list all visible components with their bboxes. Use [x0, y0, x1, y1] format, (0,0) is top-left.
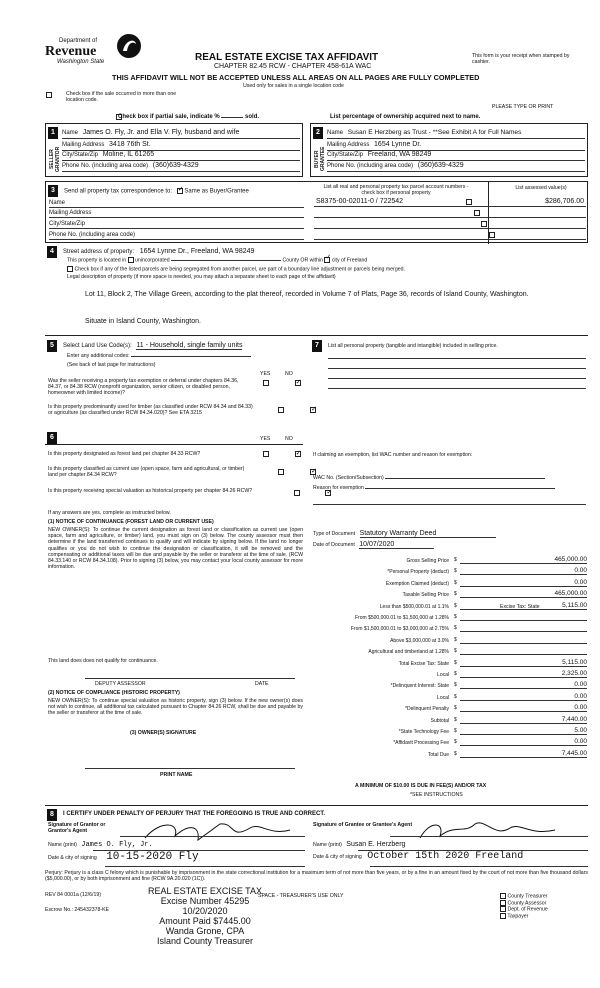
- sec6-if-yes: If any answers are yes, complete as instructed below.: [48, 510, 171, 516]
- personal-line-3[interactable]: [328, 378, 586, 379]
- calc-label: *Delinquent Penalty: [405, 706, 449, 713]
- section-5-number: 5: [47, 340, 57, 352]
- copy-label: Dept. of Revenue: [506, 906, 548, 913]
- calc-value[interactable]: [460, 647, 587, 655]
- logo-dept: Department of: [59, 38, 98, 44]
- calc-row: [312, 579, 589, 588]
- min-due-note: A MINIMUM OF $10.00 IS DUE IN FEE(S) AND/OR TAX: [355, 783, 487, 789]
- print-name-line[interactable]: [85, 768, 295, 769]
- calc-dollar: $: [454, 648, 457, 655]
- calc-label: *State Technology Fee: [398, 729, 449, 735]
- calc-dollar: $: [454, 705, 457, 712]
- personal-property-label: List all personal property (tangible and intangible) included in selling price.: [328, 343, 498, 349]
- sec6-q3-yes[interactable]: [294, 490, 300, 496]
- personal-line-2[interactable]: [328, 368, 586, 369]
- personal-line-4[interactable]: [328, 388, 586, 389]
- buyer-city-label: City/State/Zip: [327, 152, 364, 158]
- calc-dollar: $: [454, 557, 457, 563]
- seller-grantor-label: SELLER GRANTOR: [49, 146, 61, 172]
- located-row: [67, 257, 587, 264]
- deputy-date-label: DATE: [255, 681, 269, 687]
- calc-dollar: $: [454, 671, 457, 677]
- print-name-label: PRINT NAME: [160, 772, 193, 778]
- copy-item: [500, 906, 590, 913]
- calc-value[interactable]: 7,440.00: [460, 716, 587, 724]
- multi-location-checkbox[interactable]: [46, 92, 52, 98]
- revenue-logo: [45, 38, 145, 70]
- sec6-yes-header: YES: [260, 436, 271, 442]
- buyer-phone-row: [327, 162, 585, 172]
- partial-sale-text: Check box if partial sale, indicate %: [118, 114, 220, 120]
- grantor-sig-line: [120, 836, 305, 837]
- calc-row: [312, 636, 589, 645]
- certify-statement: I CERTIFY UNDER PENALTY OF PERJURY THAT THE FOREGOING IS TRUE AND CORRECT.: [63, 811, 326, 817]
- buyer-city-value[interactable]: Freeland, WA 98249: [367, 151, 432, 158]
- calc-value[interactable]: 5,115.00: [460, 602, 587, 610]
- section-4-property: [45, 246, 588, 336]
- calc-value[interactable]: 0.00: [460, 579, 587, 587]
- sec5-q1-yes[interactable]: [263, 380, 269, 386]
- copy-checkbox[interactable]: [500, 913, 506, 919]
- calc-row: [312, 659, 589, 668]
- corr-name-label: Name: [49, 200, 66, 206]
- calc-label: *Personal Property (deduct): [387, 569, 449, 576]
- calc-row: [312, 727, 589, 736]
- stamp-title: REAL ESTATE EXCISE TAX: [147, 886, 263, 896]
- grantor-date-line: [105, 866, 305, 867]
- corr-city-label: City/State/Zip: [49, 221, 86, 227]
- calc-row: [312, 704, 589, 713]
- calc-value[interactable]: 0.00: [460, 704, 587, 712]
- buyer-phone-label: Phone No. (including area code): [327, 163, 414, 169]
- calc-label: Less than $500,000.01 at 1.1%: [379, 603, 449, 610]
- parcel-2-personal-checkbox[interactable]: [474, 210, 480, 216]
- sec6-q1-no[interactable]: [295, 451, 301, 457]
- calc-value[interactable]: 465,000.00: [460, 556, 587, 564]
- parcel-4-personal-checkbox[interactable]: [489, 232, 495, 238]
- grantee-date-line: [370, 866, 588, 867]
- calc-label: Total Due: [427, 751, 449, 758]
- multi-location-label: Check box if the sale occurred in more than one location code.: [66, 91, 177, 104]
- calc-row: [312, 602, 589, 611]
- calc-label: *Delinquent Interest: State: [390, 683, 449, 690]
- calc-dollar: $: [454, 614, 457, 620]
- calc-label: Agricultural and timberland at 1.28%: [368, 649, 449, 656]
- parcel-value[interactable]: S8375-00-02011-0 / 722542: [316, 198, 404, 205]
- buyer-name-value[interactable]: Susan E Herzberg as Trust - **See Exhibit A for Full Names: [347, 129, 522, 136]
- section-2-number: 2: [313, 127, 323, 139]
- calc-label: Total Excise Tax: State: [398, 660, 449, 667]
- unincorporated-label: unincorporated: [135, 257, 170, 264]
- see-back-note: (See back of last page for instructions): [67, 362, 156, 368]
- partial-sale-label: [118, 114, 259, 121]
- calc-label: From $500,000.01 to $1,500,000 at 1.28%: [355, 615, 449, 621]
- calc-label: From $1,500,000.01 to $3,000,000 at 2.75%: [350, 626, 449, 633]
- section-1-number: 1: [48, 127, 58, 139]
- calc-row: [312, 716, 589, 725]
- city-of-label: city of Freeland: [331, 257, 368, 264]
- sec5-q1: Was the seller receiving a property tax exemption or deferral under chapters 84.36, 84.37, or 84.38 RCW (nonprofit organization, senior citizen, or disabled person, homeowner with limited income)?: [48, 378, 239, 397]
- additional-codes-row: [67, 353, 301, 359]
- calc-row: [312, 681, 589, 690]
- calc-row: [312, 738, 589, 747]
- calc-dollar: $: [454, 602, 457, 609]
- grantor-name-value[interactable]: James O. Fly, Jr.: [81, 841, 153, 849]
- calc-row: [312, 567, 589, 576]
- calc-value[interactable]: [460, 613, 587, 621]
- escrow-number: Escrow No.: 245432378-KE: [45, 907, 110, 913]
- seller-name-value[interactable]: James O. Fly, Jr. and Ella V. Fly, husband and wife: [82, 129, 240, 136]
- calc-dollar: $: [454, 579, 457, 586]
- parcel-line-1: [314, 206, 586, 207]
- section-3-correspondence: [45, 181, 588, 243]
- additional-codes-label: Enter any additional codes:: [67, 353, 130, 359]
- parcel-3-personal-checkbox[interactable]: [481, 221, 487, 227]
- street-row: [63, 248, 333, 256]
- corr-name-row[interactable]: [49, 200, 304, 208]
- parcel-line-2: [314, 217, 586, 218]
- calc-dollar: $: [454, 739, 457, 746]
- grantor-date-label: Date & city of signing: [48, 855, 97, 861]
- seller-name-label: Name: [62, 130, 79, 136]
- type-or-print: PLEASE TYPE OR PRINT: [492, 104, 554, 110]
- seller-city-row: [62, 151, 300, 161]
- owner-sig-label: (3) OWNER(S) SIGNATURE: [130, 730, 197, 736]
- copy-label: Taxpayer: [506, 913, 529, 920]
- grantee-name-label: Name (print): [313, 842, 342, 848]
- notice1-body: NEW OWNER(S): To continue the current designation as forest land or classification as current use (open space, farm and agriculture, or timber) land, you must sign on (3) below. The county assessor must then determine if the land transferred continues to qualify and will indicate by signing below. If the land no longer qualifies or you do not wish to continue the designation or classification, it will be removed and the compensating or additional taxes will be due and payable by the seller or transferor at the time of sale. (RCW 84.33.140 or RCW 84.34.108). Prior to signing (3) below, you may contact your local county assessor for more information.: [48, 527, 303, 571]
- calc-dollar: $: [454, 591, 457, 598]
- same-as-buyer-label: Same as Buyer/Grantee: [184, 188, 249, 195]
- warning-banner: THIS AFFIDAVIT WILL NOT BE ACCEPTED UNLESS ALL AREAS ON ALL PAGES ARE FULLY COMPLETED: [112, 73, 480, 82]
- county-label: County OR within: [282, 257, 323, 264]
- street-value[interactable]: 1654 Lynne Dr., Freeland, WA 98249: [139, 248, 255, 255]
- seller-city-label: City/State/Zip: [62, 152, 99, 158]
- calc-value[interactable]: 0.00: [460, 738, 587, 746]
- doc-date-value[interactable]: 10/07/2020: [359, 541, 434, 549]
- corr-phone-row[interactable]: [49, 232, 304, 240]
- notice2-title: (2) NOTICE OF COMPLIANCE (HISTORIC PROPERTY): [48, 690, 180, 696]
- qualify-row: [48, 658, 158, 664]
- seller-phone-value[interactable]: (360)639-4329: [152, 162, 199, 169]
- grantee-date-row: [313, 851, 588, 862]
- section-4-number: 4: [47, 246, 57, 258]
- calc-row: [312, 624, 589, 633]
- calc-label: Local: [437, 694, 449, 701]
- reason-line-2[interactable]: [313, 504, 586, 505]
- buyer-phone-value[interactable]: (360)639-4329: [417, 162, 464, 169]
- calc-value[interactable]: 465,000.00: [460, 590, 587, 598]
- copy-checkbox[interactable]: [500, 893, 506, 899]
- section-8-number: 8: [47, 809, 57, 821]
- send-correspondence-row: [64, 188, 249, 196]
- segregated-checkbox[interactable]: [67, 266, 73, 272]
- calc-row: [312, 750, 589, 759]
- calc-value[interactable]: [460, 636, 587, 644]
- calc-label: Exemption Claimed (deduct): [385, 580, 449, 587]
- calc-row: [312, 613, 589, 622]
- additional-codes-input[interactable]: [131, 356, 251, 357]
- calc-label: Taxable Selling Price: [402, 592, 449, 599]
- sec6-q2: Is this property classified as current use (open space, farm and agricultural, or timber) land per chapter 84.34 RCW?: [48, 466, 245, 479]
- street-label: Street address of property:: [63, 249, 135, 255]
- segregated-row: [67, 266, 587, 273]
- logo-revenue: Revenue: [45, 44, 97, 59]
- copy-checkbox[interactable]: [500, 900, 506, 906]
- grantor-name-row: [48, 841, 306, 849]
- copy-item: [500, 893, 590, 900]
- grantor-date-row: [48, 851, 306, 863]
- deputy-line[interactable]: [85, 678, 295, 679]
- ownership-note: List percentage of ownership acquired next to name.: [330, 114, 481, 120]
- sec5-no-header: NO: [285, 371, 293, 377]
- section-7-number: 7: [312, 340, 322, 352]
- grantee-name-row: [313, 841, 588, 849]
- doc-type-label: Type of Document: [313, 531, 356, 537]
- segregated-label: Check box if any of the listed parcels are being segregated from another parcel, are part of a boundary line adjustment or parcels being merged.: [74, 266, 405, 273]
- grantor-date-value[interactable]: 10-15-2020 Fly: [106, 851, 199, 863]
- seller-phone-label: Phone No. (including area code): [62, 163, 149, 169]
- calc-row: [312, 590, 589, 599]
- grantee-sig-line: [390, 836, 588, 837]
- calc-dollar: $: [454, 716, 457, 723]
- wac-label: WAC No. (Section/Subsection): [313, 475, 384, 481]
- grantee-name-value[interactable]: Susan E. Herzberg: [346, 841, 406, 848]
- located-label: This property is located in: [67, 257, 127, 264]
- buyer-name-row: [327, 129, 585, 139]
- buyer-grantee-label: BUYER GRANTEE: [314, 146, 326, 172]
- grantee-date-value[interactable]: October 15th 2020 Freeland: [367, 851, 524, 862]
- copy-item: [500, 913, 590, 920]
- sec6-q2-yes[interactable]: [278, 469, 284, 475]
- calc-dollar: $: [454, 636, 457, 643]
- calc-dollar: $: [454, 693, 457, 700]
- reason-row: [313, 485, 588, 491]
- sec6-q1-yes[interactable]: [263, 451, 269, 457]
- deputy-label: DEPUTY ASSESSOR: [95, 681, 146, 687]
- corr-phone-label: Phone No. (including area code): [49, 232, 136, 238]
- city-checkbox[interactable]: [324, 257, 330, 263]
- calc-value[interactable]: 0.00: [460, 681, 587, 689]
- calc-value[interactable]: 5.00: [460, 727, 587, 735]
- logo-state: Washington State: [57, 59, 105, 65]
- same-as-buyer-checkbox[interactable]: [177, 188, 183, 194]
- seller-phone-row: [62, 162, 300, 172]
- sec5-q2-yes[interactable]: [278, 407, 284, 413]
- section-1-seller: [45, 123, 303, 177]
- calc-value[interactable]: 0.00: [460, 693, 587, 701]
- calc-row: [312, 693, 589, 702]
- section-2-buyer: [310, 123, 588, 177]
- stamp-signer: Wanda Grone, CPA: [165, 926, 245, 936]
- copy-label: County Treasurer: [506, 893, 548, 900]
- stamp-excise-number: Excise Number 45295: [160, 896, 250, 906]
- calc-value[interactable]: 7,445.00: [460, 750, 587, 758]
- reason-label: Reason for exemption: [313, 485, 364, 491]
- calc-dollar: $: [454, 682, 457, 689]
- corr-city-row[interactable]: [49, 221, 304, 229]
- section-6-number: 6: [47, 432, 57, 444]
- sec6-q1: Is this property designated as forest land per chapter 84.33 RCW?: [48, 451, 201, 457]
- legal-label: Legal description of property (if more space is needed, you may attach a separate sheet to each page of the affidavit): [67, 274, 336, 280]
- section-5-land-use: [45, 340, 303, 426]
- doc-type-row: [313, 530, 588, 538]
- section-6-forest: [45, 432, 303, 802]
- corr-mailing-label: Mailing Address: [49, 210, 92, 216]
- buyer-address-value[interactable]: 1654 Lynne Dr.: [374, 141, 422, 148]
- seller-address-label: Mailing Address: [62, 142, 105, 148]
- single-location-note: Used only for sales in a single location code: [243, 83, 344, 89]
- seller-address-row: [62, 141, 300, 151]
- grantor-sig-label: Signature of Grantor or Grantor's Agent: [48, 822, 106, 835]
- reason-input[interactable]: [365, 488, 555, 489]
- send-correspondence-label: Send all property tax correspondence to:: [64, 188, 173, 195]
- grantor-name-label: Name (print): [48, 842, 77, 848]
- copy-checkbox[interactable]: [500, 906, 506, 912]
- wac-claim-label: If claiming an exemption, list WAC number and reason for exemption:: [313, 452, 473, 458]
- copy-label: County Assessor: [506, 899, 547, 906]
- buyer-address-label: Mailing Address: [327, 142, 370, 148]
- calc-label: Gross Selling Price: [406, 558, 449, 564]
- calc-value[interactable]: [460, 624, 587, 632]
- assessed-header: List assessed value(s): [515, 185, 567, 191]
- seller-city-value[interactable]: Moline, IL 61265: [102, 151, 155, 158]
- calc-label: Above $3,000,000 at 3.0%: [390, 637, 449, 644]
- calc-dollar: $: [454, 750, 457, 757]
- calc-dollar: $: [454, 568, 457, 575]
- calc-value[interactable]: 0.00: [460, 567, 587, 575]
- doc-type-value[interactable]: Statutory Warranty Deed: [360, 530, 497, 538]
- land-use-row: [63, 342, 301, 350]
- sec5-yes-header: YES: [260, 371, 271, 377]
- notice1-title: (1) NOTICE OF CONTINUANCE (FOREST LAND OR CURRENT USE): [48, 519, 214, 525]
- grantee-date-label: Date & city of signing: [313, 854, 362, 860]
- land-use-value[interactable]: 11 - Household, single family units: [136, 342, 243, 349]
- calc-label: Local: [437, 672, 449, 678]
- calc-label: Subtotal: [430, 717, 449, 724]
- buyer-address-row: [327, 141, 585, 151]
- form-subtitle: CHAPTER 82.45 RCW - CHAPTER 458-61A WAC: [214, 63, 372, 70]
- calc-dollar: $: [454, 728, 457, 734]
- excise-state-label: Excise Tax: State: [500, 604, 540, 610]
- sec6-q3: Is this property receiving special valuation as historical property per chapter 84.26 RCW?: [48, 488, 253, 494]
- qualify-label: This land does does not qualify for continuance.: [48, 658, 158, 664]
- calc-row: [312, 647, 589, 656]
- partial-sale-percent[interactable]: [221, 117, 243, 118]
- calc-value[interactable]: 2,325.00: [460, 670, 587, 678]
- sec6-no-header: NO: [285, 436, 293, 442]
- unincorporated-checkbox[interactable]: [128, 257, 134, 263]
- copy-item: [500, 900, 590, 907]
- calc-row: [312, 670, 589, 679]
- calc-dollar: $: [454, 659, 457, 666]
- parcel-header: List all real and personal property tax parcel account numbers - check box if personal property: [323, 184, 469, 197]
- parcel-1-personal-checkbox[interactable]: [466, 199, 472, 205]
- section-8-certification: [45, 805, 588, 890]
- calc-row: [312, 556, 589, 565]
- stamp-amount: Amount Paid $7445.00: [159, 916, 251, 926]
- assessed-value[interactable]: $286,706.00: [545, 198, 584, 205]
- wac-input[interactable]: [385, 478, 545, 479]
- land-use-label: Select Land Use Code(s):: [63, 343, 132, 349]
- legal-description[interactable]: Lot 11, Block 2, The Village Green, according to the plat thereof, recorded in Volume 7 of Plats, Page 36, records of Island County, Washington.: [85, 291, 529, 298]
- seller-name-row: [62, 129, 300, 139]
- receipt-note: This form is your receipt when stamped by cashier.: [472, 53, 570, 66]
- copy-distribution: [500, 893, 590, 919]
- corr-mailing-row[interactable]: [49, 210, 304, 218]
- stamp-office: Island County Treasurer: [156, 936, 254, 946]
- sec5-q1-no[interactable]: [295, 380, 301, 386]
- parcel-line-3: [314, 228, 586, 229]
- seller-address-value[interactable]: 3418 76th St.: [109, 141, 151, 148]
- sec6-divider: [45, 444, 303, 445]
- doc-date-row: [313, 541, 588, 549]
- calc-label: *Affidavit Processing Fee: [393, 740, 449, 747]
- parcel-line-4: [314, 239, 586, 240]
- treasurer-space: SPACE - TREASURER'S USE ONLY: [258, 893, 344, 899]
- see-instructions-note: *SEE INSTRUCTIONS: [410, 792, 463, 798]
- calc-value[interactable]: 5,115.00: [460, 659, 587, 667]
- logo-emblem-icon: [115, 32, 143, 60]
- calc-dollar: $: [454, 625, 457, 632]
- personal-line-1[interactable]: [328, 358, 586, 359]
- grantee-sig-label: Signature of Grantee or Grantee's Agent: [313, 822, 413, 828]
- buyer-name-label: Name: [327, 130, 344, 136]
- sec5-q2: Is this property predominantly used for timber (as classified under RCW 84.34 and 84.33) or agriculture (as classified under RCW 84.34.020)? See ETA 3215: [48, 404, 253, 417]
- form-revision: REV 84 0001a (12/6/19): [45, 892, 101, 898]
- partial-sale-suffix: sold.: [245, 114, 260, 120]
- legal-situate[interactable]: Situate in Island County, Washington.: [85, 318, 201, 325]
- form-title: REAL ESTATE EXCISE TAX AFFIDAVIT: [195, 52, 379, 63]
- stamp-date: 10/20/2020: [182, 906, 228, 916]
- buyer-city-row: [327, 151, 585, 161]
- perjury-notice: Perjury: Perjury is a class C felony which is punishable by imprisonment in the state correctional institution for a maximum term of not more than five years, or by a fine in an amount fixed by the court of not more than five thousand dollars ($5,000.00), or by both imprisonment and fine (RCW 9A.20.020 (1C)).: [45, 870, 588, 883]
- notice2-body: NEW OWNER(S): To continue special valuation as historic property, sign (3) below. If the new owner(s) does not wish to continue, all additional tax calculated pursuant to Chapter 84.26 RCW, shall be due and payable by the seller or transferor at the time of sale.: [48, 698, 303, 717]
- treasurer-stamp: [140, 886, 270, 946]
- doc-date-label: Date of Document: [313, 542, 355, 548]
- wac-row: [313, 475, 588, 481]
- section-3-number: 3: [48, 185, 58, 197]
